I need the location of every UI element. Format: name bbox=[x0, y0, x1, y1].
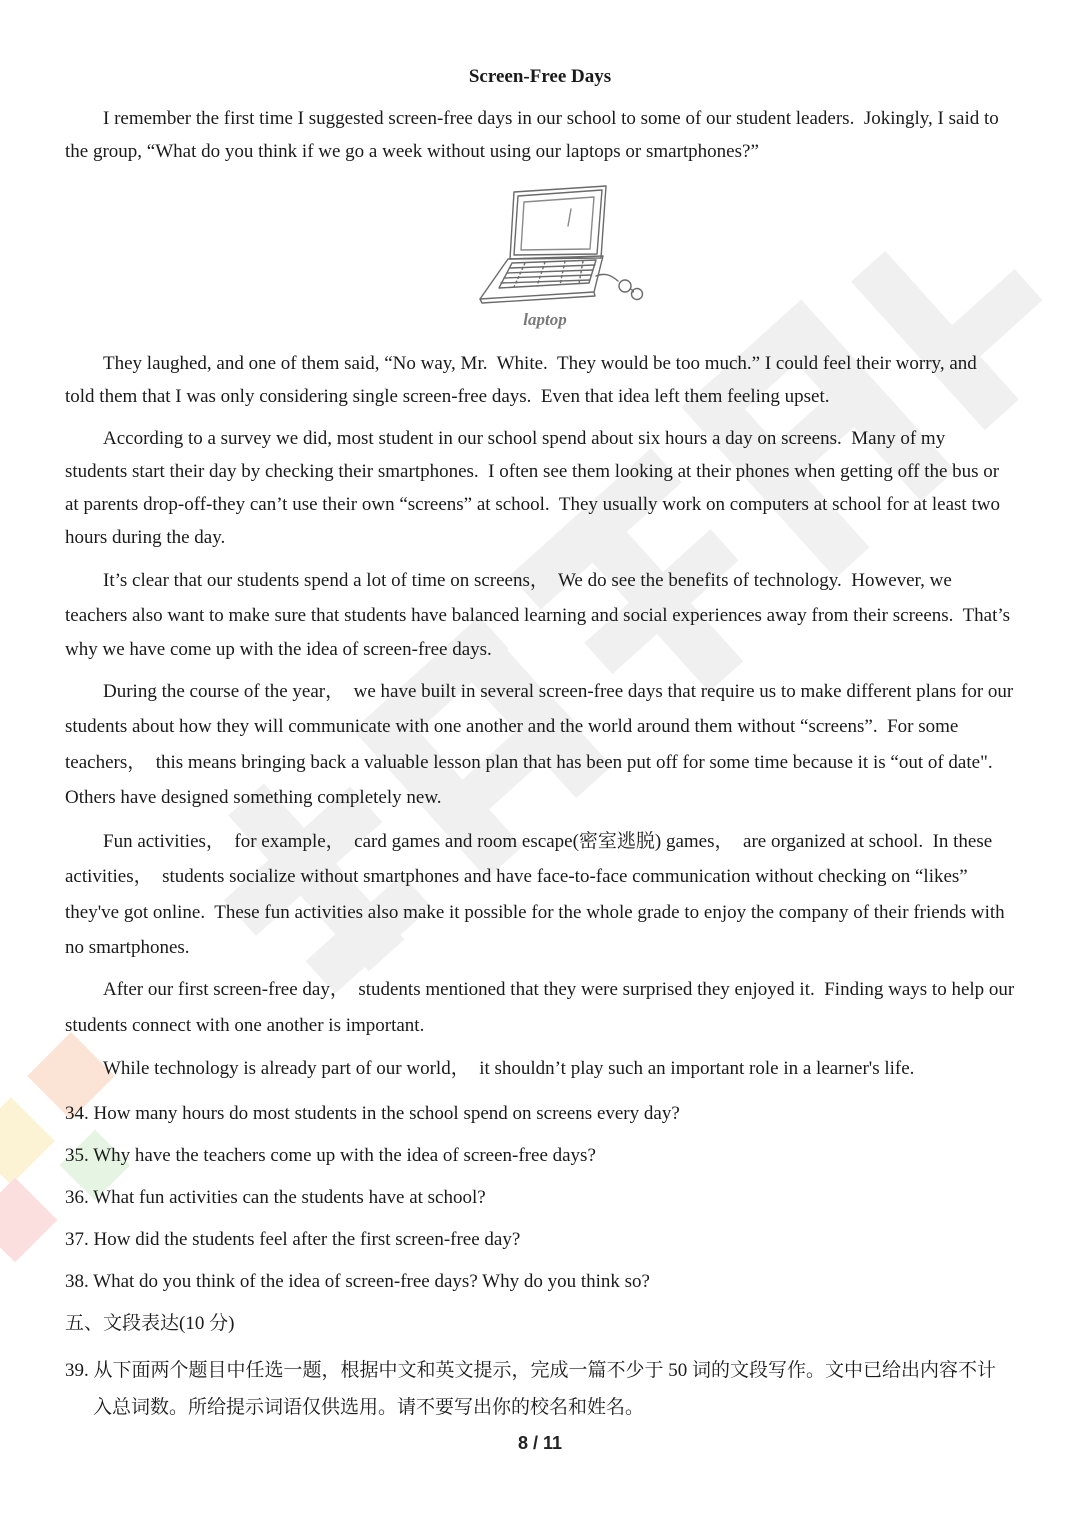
paragraph-line: hours during the day. bbox=[65, 527, 226, 548]
paragraph bbox=[65, 824, 1025, 965]
paragraph-line: students start their day by checking their smartphones. I often see them looking at their phones when getting off the bus or bbox=[65, 461, 1000, 482]
paragraph-line: Others have designed something completely new. bbox=[65, 786, 442, 808]
writing-task-line: 入总词数。所给提示词语仅供选用。请不要写出你的校名和姓名。 bbox=[93, 1397, 645, 1418]
question-item: 35. Why have the teachers come up with the idea of screen-free days? bbox=[65, 1145, 596, 1166]
paragraph bbox=[65, 347, 1025, 413]
paragraph-line: While technology is already part of our world， it shouldn’t play such an important role in a learner's life. bbox=[103, 1058, 915, 1079]
question-item: 37. How did the students feel after the first screen-free day? bbox=[65, 1229, 521, 1250]
paragraph-line: Fun activities， for example， card games and room escape(密室逃脱) games， are organized at school. In these bbox=[103, 831, 993, 852]
paragraph-line: teachers also want to make sure that students have balanced learning and social experiences away from their screens. That’s bbox=[65, 604, 1011, 626]
paragraph-line: students about how they will communicate with one another and the world around them without “screens”. For some bbox=[65, 716, 959, 738]
question-item: 34. How many hours do most students in the school spend on screens every day? bbox=[65, 1103, 680, 1124]
paragraph-line: teachers， this means bringing back a valuable lesson plan that has been put off for some time because it is “out of date". bbox=[65, 751, 993, 773]
figure-caption: laptop bbox=[523, 310, 567, 329]
paragraph-line: the group, “What do you think if we go a week without using our laptops or smartphones?” bbox=[65, 141, 759, 162]
paragraph-line: why we have come up with the idea of screen-free days. bbox=[65, 639, 492, 660]
question-item: 36. What fun activities can the students have at school? bbox=[65, 1187, 486, 1208]
paragraph bbox=[65, 102, 1025, 168]
passage-title: Screen-Free Days bbox=[468, 66, 612, 87]
paragraph-line: no smartphones. bbox=[65, 936, 190, 958]
paragraph-line: activities， students socialize without smartphones and have face-to-face communication without checking on “likes” bbox=[65, 866, 968, 888]
paragraph bbox=[65, 972, 1025, 1044]
question-item: 38. What do you think of the idea of screen-free days? Why do you think so? bbox=[65, 1271, 650, 1292]
question-list bbox=[65, 1093, 1025, 1345]
paragraph bbox=[65, 564, 1025, 668]
paragraph-line: During the course of the year， we have built in several screen-free days that require us to make different plans for our bbox=[103, 681, 1014, 702]
laptop-icon bbox=[470, 180, 655, 310]
paragraph-line: After our first screen-free day， students mentioned that they were surprised they enjoyed it. Finding ways to help our bbox=[103, 979, 1015, 1000]
page-number: 8 / 11 bbox=[517, 1433, 563, 1453]
paragraph bbox=[65, 674, 1025, 815]
paragraph-line: told them that I was only considering single screen-free days. Even that idea left them feeling upset. bbox=[65, 386, 830, 407]
paragraph-line: According to a survey we did, most student in our school spend about six hours a day on screens. Many of my bbox=[103, 428, 946, 449]
paragraph-line: It’s clear that our students spend a lot of time on screens， We do see the benefits of technology. However, we bbox=[103, 570, 952, 591]
paragraph bbox=[65, 1052, 1025, 1086]
paragraph-line: at parents drop-off-they can’t use their own “screens” at school. They usually work on computers at school for at least two bbox=[65, 494, 1000, 515]
writing-task-line: 39. 从下面两个题目中任选一题，根据中文和英文提示，完成一篇不少于 50 词的文段写作。文中已给出内容不计 bbox=[65, 1360, 997, 1381]
section-heading: 五、文段表达(10 分) bbox=[65, 1313, 235, 1334]
paragraph bbox=[65, 422, 1025, 554]
writing-task bbox=[65, 1352, 1025, 1426]
paragraph-line: I remember the first time I suggested screen-free days in our school to some of our student leaders. Jokingly, I said to bbox=[103, 108, 999, 129]
paragraph-line: students connect with one another is important. bbox=[65, 1015, 425, 1036]
paragraph-line: they've got online. These fun activities also make it possible for the whole grade to enjoy the company of their friends with bbox=[65, 901, 1005, 923]
laptop-figure bbox=[470, 180, 655, 340]
paragraph-line: They laughed, and one of them said, “No way, Mr. White. They would be too much.” I could feel their worry, and bbox=[103, 353, 977, 374]
